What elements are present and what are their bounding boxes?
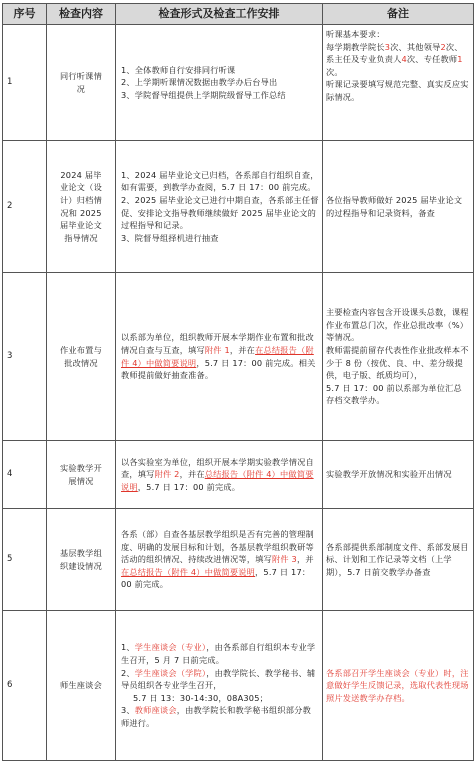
row-number: 6 [3, 611, 47, 761]
row-number: 4 [3, 441, 47, 509]
row-item: 基层教学组织建设情况 [47, 509, 116, 611]
method-line: 1、2024 届毕业论文已归档，各系部自行组织自查，如有需要，到教学办查阅，5.7 日 17：00 前完成。 [121, 169, 319, 193]
header-no: 序号 [3, 4, 47, 25]
row-note: 各系部召开学生座谈会（专业）时，注意做好学生反馈记录，选取代表性现场照片发送教学办存档。 [323, 611, 474, 761]
row-item: 作业布置与批改情况 [47, 273, 116, 441]
row-item: 实验教学开展情况 [47, 441, 116, 509]
note-line: 5.7 日 17：00 前以系部为单位汇总存档交教学办。 [326, 382, 462, 406]
row-note [323, 25, 474, 141]
row-number: 1 [3, 25, 47, 141]
table-row [3, 441, 474, 509]
row-method: 以系部为单位，组织教师开展本学期作业布置和批改情况自查与互查，填写附件 1，并在在总结报告（附件 4）中做简要说明，5.7 日 17：00 前完成。相关教师提前做好抽查准备。 [116, 273, 323, 441]
row-method: 以各实验室为单位，组织开展本学期实验教学情况自查，填写附件 2，并在总结报告（附件 4）中做简要说明，5.7 日 17：00 前完成。 [116, 441, 323, 509]
row-item: 同行听课情况 [47, 25, 116, 141]
header-note: 备注 [323, 4, 474, 25]
row-note: 各系部提供系部制度文件、系部发展目标、计划和工作记录等文档（上学期），5.7 日前交教学办备查 [323, 509, 474, 611]
note-line: 教师需提前留存代表性作业批改样本不少于 8 份（按优、良、中、差分级提供，电子版、纸质均可）， [326, 344, 469, 381]
note-line: 主要检查内容包含开设课头总数，课程作业布置总门次，作业总批改率（%）等情况。 [326, 307, 469, 343]
table-row [3, 25, 474, 141]
table-row [3, 509, 474, 611]
method-line: 3、学院督导组提供上学期院级督导工作总结 [121, 89, 286, 100]
note-line: 每学期教学院长3次、其他领导2次、系主任及专业负责人4次、专任教师1次。 [326, 41, 463, 77]
row-note: 各位指导教师做好 2025 届毕业论文的过程指导和记录资料，备查 [323, 141, 474, 273]
row-method: 各系（部）自查各基层教学组织是否有完善的管理制度、明确的发展目标和计划，各基层教学组织教研等活动的组织情况、持续改进情况等，填写附件 3，并在总结报告（附件 4）中做简要说明，5.7 日 17：00 前完成。 [116, 509, 323, 611]
method-line: 2、上学期听课情况数据由教学办后台导出 [121, 77, 278, 88]
row-method [116, 141, 323, 273]
table-header-row [3, 4, 474, 25]
inspection-table [2, 3, 474, 761]
row-item: 师生座谈会 [47, 611, 116, 761]
method-line: 2、2025 届毕业论文已进行中期自查，各系部主任督促、安排论文指导教师继续做好 2025 届毕业论文的过程指导和记录。 [121, 194, 319, 231]
row-method [116, 25, 323, 141]
row-number: 5 [3, 509, 47, 611]
row-number: 2 [3, 141, 47, 273]
row-number: 3 [3, 273, 47, 441]
row-note: 实验教学开放情况和实验开出情况 [323, 441, 474, 509]
method-line: 5.7 日 13：30-14:30，08A305； [133, 692, 269, 703]
header-method: 检查形式及检查工作安排 [116, 4, 323, 25]
table-row [3, 611, 474, 761]
method-line: 1、学生座谈会（专业），由各系部自行组织本专业学生召开，5 月 7 日前完成。 [121, 642, 316, 666]
method-line: 3、院督导组择机进行抽查 [121, 232, 219, 243]
row-note [323, 273, 474, 441]
method-line: 3、教师座谈会，由教学院长和教学秘书组织部分教师进行。 [121, 705, 311, 728]
method-line: 1、全体教师自行安排同行听课 [121, 64, 236, 75]
note-line: 听课基本要求： [326, 29, 385, 39]
note-line: 听课记录要填写规范完整、真实反应实际情况。 [326, 79, 469, 102]
table-row [3, 273, 474, 441]
table-row [3, 141, 474, 273]
method-line: 2、学生座谈会（学院），由教学院长、教学秘书、辅导员组织各专业学生召开， [121, 667, 316, 691]
row-item: 2024 届毕业论文（设计）归档情况和 2025 届毕业论文指导情况 [47, 141, 116, 273]
row-method [116, 611, 323, 761]
header-content: 检查内容 [47, 4, 116, 25]
